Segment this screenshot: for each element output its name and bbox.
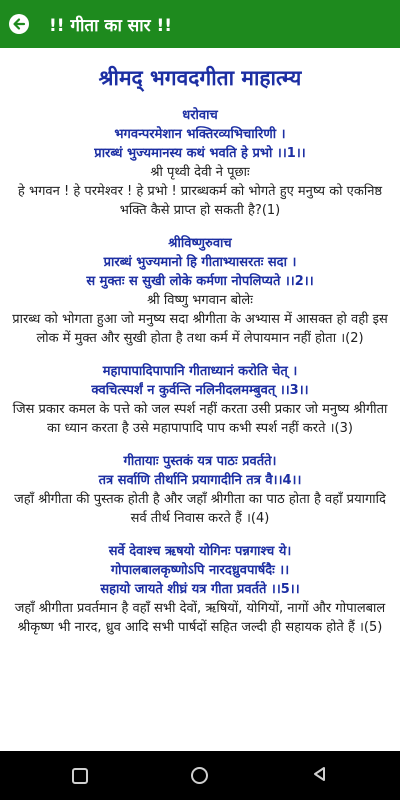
translation-line: प्रारब्ध को भोगता हुआ जो मनुष्य सदा श्रीगीता के अभ्यास में आसक्त हो वही इस लोक में मुक्त और सुखी होता है तथा कर्म में लेपायमान नहीं होता ।(2) [12, 312, 388, 346]
translation-line: जहाँ श्रीगीता की पुस्तक होती है और जहाँ श्रीगीता का पाठ होता है वहाँ प्रयागादि सर्व तीर्थ निवास करते हैं ।(4) [14, 492, 386, 526]
verse-section-5 [0, 542, 400, 637]
verse-line: धरोवाच [182, 108, 218, 123]
app-bar [0, 0, 400, 48]
verse-line: महापापादिपापानि गीताध्यानं करोति चेत् । [102, 364, 298, 379]
content-area[interactable] [0, 48, 400, 751]
translation-line: श्री विष्णु भगवान बोलेः [147, 293, 253, 308]
home-circle-icon[interactable] [191, 767, 208, 784]
verse-line: सहायो जायते शीघ्रं यत्र गीता प्रवर्तते ।।5।। [100, 582, 300, 597]
system-nav-bar [0, 751, 400, 800]
verse-line: श्रीविष्णुरुवाच [168, 236, 232, 251]
verse-line: स मुक्तः स सुखी लोके कर्मणा नोपलिप्यते ।।2।। [86, 274, 314, 289]
verse-section-3 [0, 362, 400, 438]
verse-line: गोपालबालकृष्णोऽपि नारदध्रुवपार्षदैः ।। [110, 563, 290, 578]
verse-section-2 [0, 234, 400, 348]
translation-line: हे भगवन ! हे परमेश्वर ! हे प्रभो ! प्रारब्धकर्म को भोगते हुए मनुष्य को एकनिष्ठ भक्ति कैसे प्राप्त हो सकती है?(1) [17, 184, 383, 218]
translation-line: जिस प्रकार कमल के पत्ते को जल स्पर्श नहीं करता उसी प्रकार जो मनुष्य श्रीगीता का ध्यान करता है उसे महापापादि पाप कभी स्पर्श नहीं करते ।(3) [12, 402, 388, 436]
verse-line: सर्वे देवाश्च ऋषयो योगिनः पन्नगाश्च ये। [108, 544, 292, 559]
recents-square-icon[interactable] [72, 768, 88, 784]
translation-line: श्री पृथ्वी देवी ने पूछाः [150, 165, 250, 180]
back-triangle-icon[interactable] [312, 766, 328, 786]
verse-line: तत्र सर्वाणि तीर्थानि प्रयागादीनि तत्र वै।।4।। [98, 473, 302, 488]
verse-section-4 [0, 452, 400, 528]
verse-section-1 [0, 106, 400, 220]
verse-line: गीतायाः पुस्तकं यत्र पाठः प्रवर्तते। [123, 454, 277, 469]
verse-line: प्रारब्धं भुज्यमानस्य कथं भवति हे प्रभो ।।1।। [94, 146, 306, 161]
back-arrow-icon[interactable] [9, 14, 29, 34]
translation-line: जहाँ श्रीगीता प्रवर्तमान है वहाँ सभी देवों, ऋषियों, योगियों, नागों और गोपालबाल श्रीकृष्ण भी नारद, ध्रुव आदि सभी पार्षदों सहित जल्दी ही सहायक होते हैं ।(5) [14, 601, 386, 635]
verse-line: क्वचित्स्पर्शं न कुर्वन्ति नलिनीदलमम्बुवत् ।।3।। [91, 383, 309, 398]
page-title: श्रीमद् भगवदगीता माहात्म्य [98, 66, 302, 90]
verse-line: भगवन्परमेशान भक्तिरव्यभिचारिणी । [114, 127, 286, 142]
app-title: !! गीता का सार !! [49, 15, 173, 36]
verse-line: प्रारब्धं भुज्यमानो हि गीताभ्यासरतः सदा । [103, 255, 297, 270]
